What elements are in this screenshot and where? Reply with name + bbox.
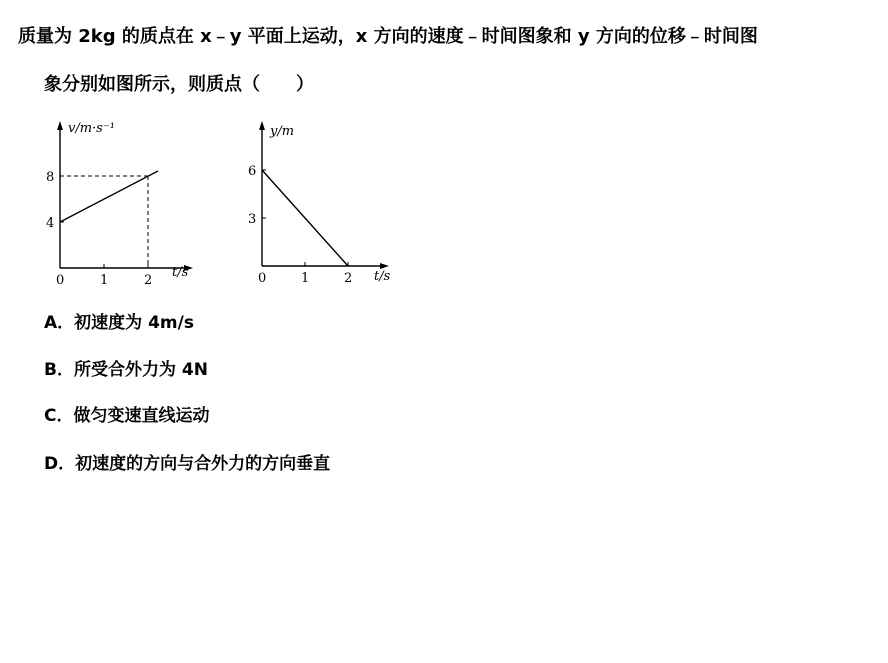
v-ytick-label: 8 [46, 170, 55, 185]
y-xtick-label: 0 [258, 271, 267, 286]
v-series-line [60, 171, 158, 222]
v-y-axis-arrow [57, 121, 63, 130]
v-xtick-label: 2 [144, 273, 153, 288]
v-ylabel: v/m·s⁻¹ [68, 121, 115, 136]
y-ylabel: y/m [270, 124, 295, 139]
v-xtick-label: 0 [56, 273, 65, 288]
y-xlabel: t/s [374, 269, 391, 284]
y-xtick-label: 1 [301, 271, 310, 286]
v-xlabel: t/s [172, 265, 189, 280]
question-line-1: 质量为 2kg 的质点在 x﹣y 平面上运动，x 方向的速度﹣时间图象和 y 方向的位移﹣时间图 [18, 26, 758, 47]
question-line-2: 象分别如图所示，则质点（ ） [44, 74, 314, 95]
displacement-time-chart [244, 120, 414, 285]
option-c[interactable]: C．做匀变速直线运动 [44, 406, 210, 426]
option-a[interactable]: A．初速度为 4m/s [44, 313, 194, 333]
option-b[interactable]: B．所受合外力为 4N [44, 360, 208, 380]
v-xtick-label: 1 [100, 273, 109, 288]
y-ytick-label: 3 [248, 212, 257, 227]
y-ytick-label: 6 [248, 164, 257, 179]
y-y-axis-arrow [259, 121, 265, 130]
velocity-time-chart [40, 118, 210, 288]
option-d[interactable]: D．初速度的方向与合外力的方向垂直 [44, 454, 331, 474]
y-xtick-label: 2 [344, 271, 353, 286]
y-series-line [262, 170, 348, 266]
v-ytick-label: 4 [46, 216, 55, 231]
